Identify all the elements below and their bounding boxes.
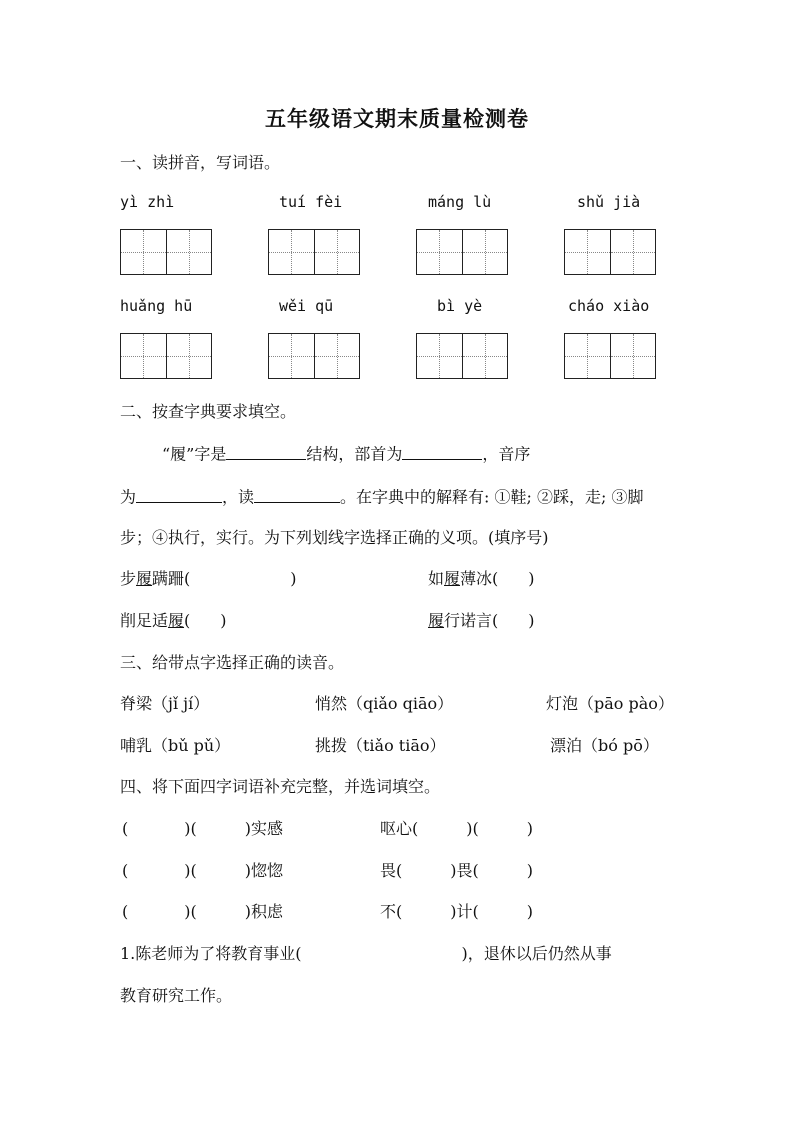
section-2-heading: 二、按查字典要求填空。 [120,402,297,421]
pinyin-label: huǎng hū [120,297,193,315]
pronunciation-blank[interactable] [254,484,340,503]
writing-grid[interactable] [268,333,360,379]
idiom-fill[interactable]: ( )( )惚惚 [122,861,283,880]
initial-blank[interactable] [136,484,222,503]
pinyin-label: cháo xiào [568,297,650,315]
writing-grid[interactable] [120,229,212,275]
page-title: 五年级语文期末质量检测卷 [265,106,529,131]
question-1-continued: 教育研究工作。 [120,986,233,1005]
section-3-heading: 三、给带点字选择正确的读音。 [120,653,345,672]
idiom-fill[interactable]: 不( )计( ) [380,902,533,921]
writing-grid[interactable] [268,229,360,275]
pinyin-label: shǔ jià [577,193,641,211]
radical-blank[interactable] [402,441,482,460]
pronunciation-choice[interactable]: 挑拨（tiǎo tiāo） [315,736,446,755]
meaning-item[interactable]: 步履蹒跚( ) [120,569,297,588]
meaning-item[interactable]: 削足适履( ) [120,611,227,630]
pronunciation-choice[interactable]: 灯泡（pāo pào） [546,694,674,713]
pinyin-label: wěi qū [279,297,334,315]
dictionary-line-1: “履”字是 结构，部首为 ，音序 [162,441,530,465]
section-4-heading: 四、将下面四字词语补充完整，并选词填空。 [120,777,441,796]
pinyin-label: máng lù [428,193,492,211]
writing-grid[interactable] [564,333,656,379]
pinyin-label: bì yè [437,297,483,315]
pronunciation-choice[interactable]: 漂泊（bó pō） [550,736,659,755]
dictionary-line-2: 为 ，读 。在字典中的解释有: ①鞋; ②踩，走; ③脚 [120,484,643,508]
idiom-fill[interactable]: 呕心( )( ) [380,819,533,838]
writing-grid[interactable] [416,229,508,275]
idiom-fill[interactable]: 畏( )畏( ) [380,861,533,880]
pronunciation-choice[interactable]: 哺乳（bǔ pǔ） [120,736,231,755]
writing-grid[interactable] [564,229,656,275]
writing-grid[interactable] [416,333,508,379]
meaning-item[interactable]: 如履薄冰( ) [428,569,535,588]
question-1[interactable]: 1.陈老师为了将教育事业( )，退休以后仍然从事 [120,944,612,963]
pronunciation-choice[interactable]: 脊梁（jǐ jí） [120,694,210,713]
dictionary-line-3: 步；④执行，实行。为下列划线字选择正确的义项。(填序号) [120,528,549,547]
pinyin-label: yì zhì [120,193,175,211]
structure-blank[interactable] [226,441,306,460]
meaning-item[interactable]: 履行诺言( ) [428,611,535,630]
idiom-fill[interactable]: ( )( )实感 [122,819,283,838]
pinyin-label: tuí fèi [279,193,343,211]
section-1-heading: 一、读拼音，写词语。 [120,153,281,172]
writing-grid[interactable] [120,333,212,379]
idiom-fill[interactable]: ( )( )积虑 [122,902,283,921]
pronunciation-choice[interactable]: 悄然（qiǎo qiāo） [315,694,454,713]
